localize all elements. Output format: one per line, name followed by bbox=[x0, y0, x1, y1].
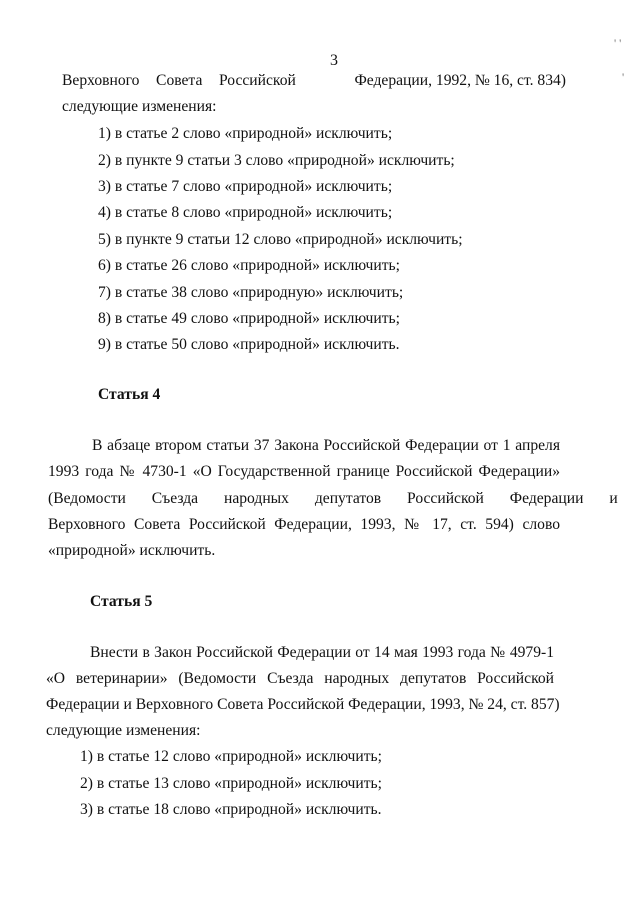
intro-line-2: следующие изменения: bbox=[62, 98, 217, 115]
list-item: 7) в статье 38 слово «природную» исключить; bbox=[98, 284, 404, 301]
page-number: 3 bbox=[330, 52, 338, 69]
paragraph-line: В абзаце втором статьи 37 Закона Российской Федерации от 1 апреля bbox=[92, 437, 560, 454]
list-item: 4) в статье 8 слово «природной» исключить; bbox=[98, 204, 393, 221]
intro-word: Совета bbox=[156, 72, 203, 89]
scan-speck: ' bbox=[622, 70, 625, 84]
list-item: 9) в статье 50 слово «природной» исключить. bbox=[98, 336, 400, 353]
list-item: 6) в статье 26 слово «природной» исключить; bbox=[98, 257, 400, 274]
intro-word: Федерации, 1992, № 16, ст. 834) bbox=[354, 72, 566, 89]
paragraph-line: «природной» исключить. bbox=[48, 542, 216, 559]
list-item: 1) в статье 12 слово «природной» исключить; bbox=[80, 748, 382, 765]
paragraph-line: 1993 года № 4730-1 «О Государственной границе Российской Федерации» bbox=[48, 463, 560, 480]
list-item: 5) в пункте 9 статьи 12 слово «природной» исключить; bbox=[98, 231, 463, 248]
paragraph-line: Внести в Закон Российской Федерации от 14 мая 1993 года № 4979-1 bbox=[90, 644, 554, 661]
paragraph-line: следующие изменения: bbox=[46, 722, 201, 739]
list-item: 8) в статье 49 слово «природной» исключить; bbox=[98, 310, 400, 327]
list-item: 3) в статье 18 слово «природной» исключить. bbox=[80, 801, 382, 818]
list-item: 2) в статье 13 слово «природной» исключить; bbox=[80, 775, 382, 792]
paragraph-line: «О ветеринарии» (Ведомости Съезда народных депутатов Российской bbox=[46, 670, 554, 687]
scan-speck: ' ' bbox=[614, 36, 622, 50]
article-heading: Статья 5 bbox=[90, 593, 153, 610]
intro-line-1 bbox=[62, 72, 566, 90]
paragraph-line: Федерации и Верховного Совета Российской Федерации, 1993, № 24, ст. 857) bbox=[46, 696, 560, 713]
article-heading: Статья 4 bbox=[98, 386, 161, 403]
list-item: 1) в статье 2 слово «природной» исключить; bbox=[98, 125, 393, 142]
intro-word: Верховного bbox=[62, 72, 140, 89]
list-item: 2) в пункте 9 статьи 3 слово «природной» исключить; bbox=[98, 152, 455, 169]
paragraph-line: Верховного Совета Российской Федерации, 1993, № 17, ст. 594) слово bbox=[48, 516, 560, 533]
paragraph-line: (Ведомости Съезда народных депутатов Российской Федерации и bbox=[48, 490, 618, 507]
list-item: 3) в статье 7 слово «природной» исключить; bbox=[98, 178, 393, 195]
intro-word: Российской bbox=[218, 72, 296, 89]
